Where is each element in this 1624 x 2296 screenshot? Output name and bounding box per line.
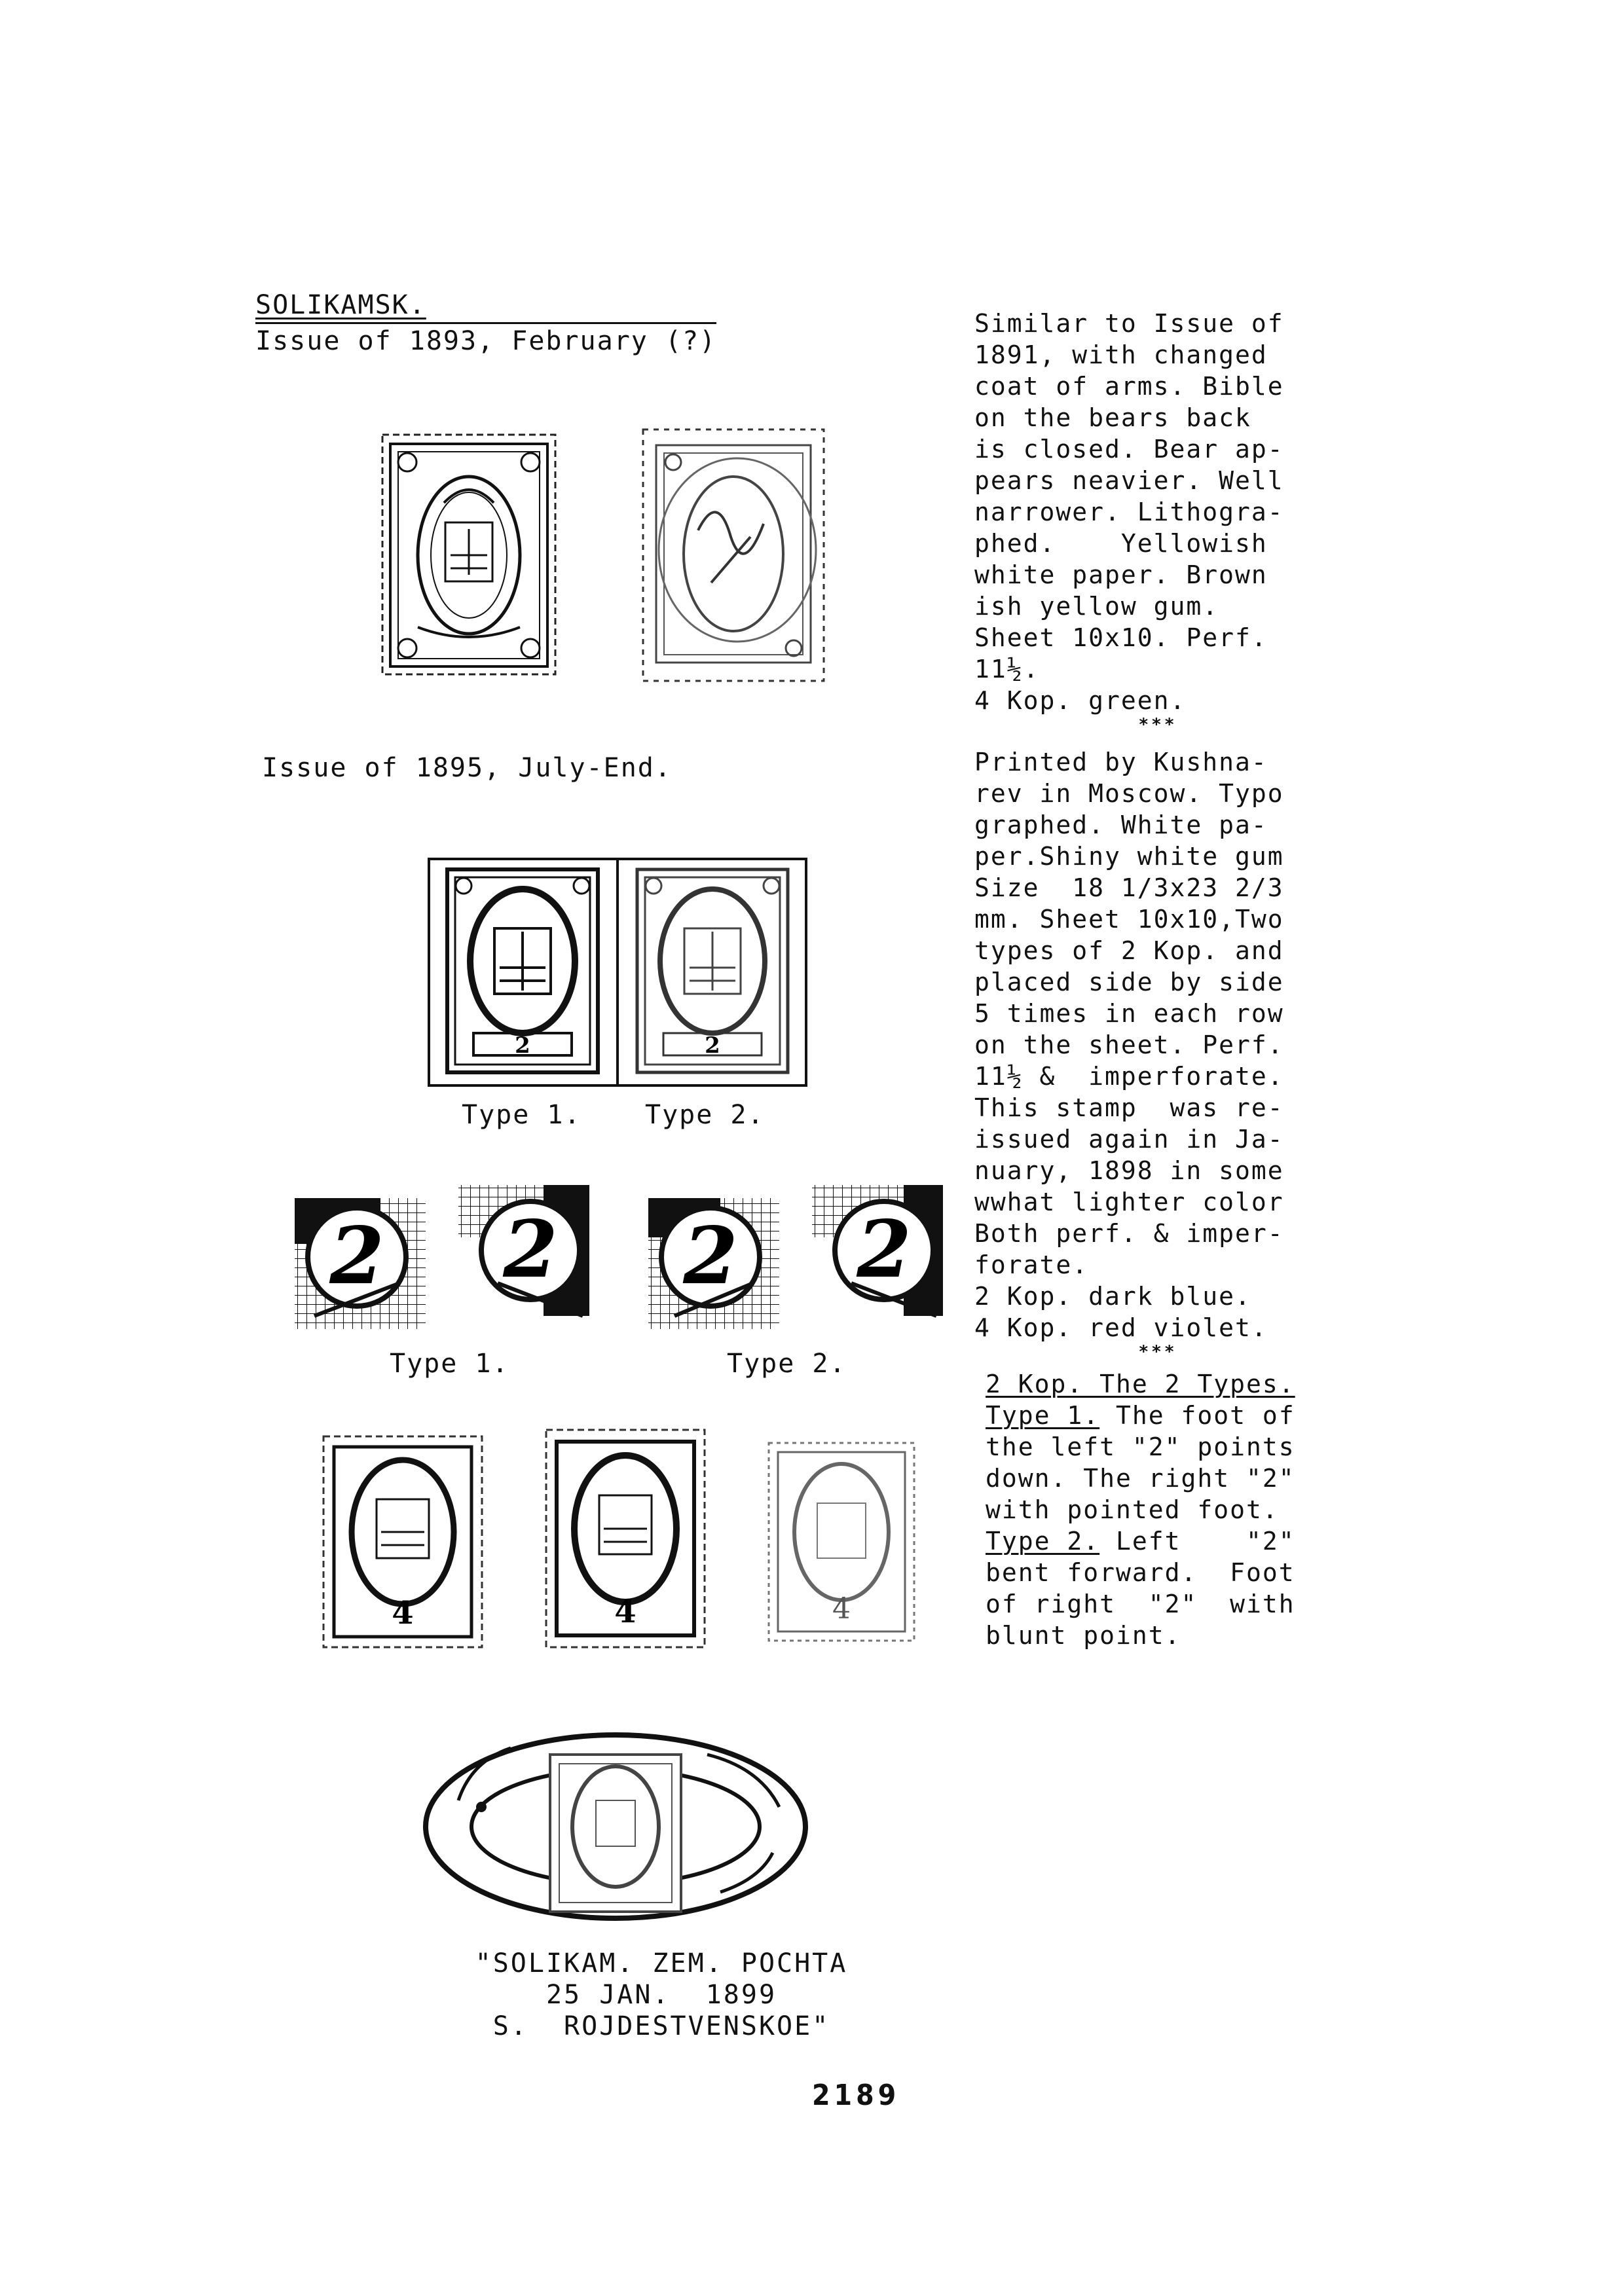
page-heading xyxy=(255,288,716,358)
text-line: 1891, with changed xyxy=(974,340,1268,369)
text-line: issued again in Ja- xyxy=(974,1125,1284,1154)
stamp-1893-used xyxy=(639,426,829,687)
text-line: 4 Kop. red violet. xyxy=(974,1313,1268,1342)
svg-text:4: 4 xyxy=(392,1595,414,1631)
text-line: ish yellow gum. xyxy=(974,592,1219,621)
numeral-detail-type2-right xyxy=(805,1178,956,1329)
text-line: down. The right "2" xyxy=(986,1464,1295,1493)
text-line: Both perf. & imper- xyxy=(974,1219,1284,1248)
text-line: pears neavier. Well xyxy=(974,466,1284,495)
postmark-caption xyxy=(419,1948,904,2042)
text-line: 11½ & imperforate. xyxy=(974,1062,1284,1091)
text-line: mm. Sheet 10x10,Two xyxy=(974,905,1284,934)
separator-stars: *** xyxy=(1138,715,1177,735)
stamp-type1 xyxy=(447,869,598,1072)
svg-text:2: 2 xyxy=(683,1210,738,1302)
text-line: Size 18 1/3x23 2/3 xyxy=(974,873,1284,902)
text-line: 11½. xyxy=(974,655,1040,683)
type1-label-detail: Type 1. xyxy=(390,1349,509,1379)
stamp-type2 xyxy=(637,869,788,1072)
text-line: types of 2 Kop. and xyxy=(974,936,1284,965)
type1-heading: Type 1. xyxy=(986,1401,1100,1430)
text-line: the left "2" points xyxy=(986,1432,1295,1461)
svg-text:2: 2 xyxy=(329,1210,384,1302)
issue-1893-heading: Issue of 1893, February (?) xyxy=(255,322,716,358)
type1-label-pair: Type 1. xyxy=(462,1100,581,1130)
type1-text: The foot of xyxy=(1099,1401,1295,1430)
svg-text:2: 2 xyxy=(857,1203,912,1296)
description-1895 xyxy=(974,746,1341,1364)
text-line: per.Shiny white gum xyxy=(974,842,1284,871)
text-line: is closed. Bear ap- xyxy=(974,435,1284,464)
text-line: nuary, 1898 in some xyxy=(974,1156,1284,1185)
text-line: white paper. Brown xyxy=(974,560,1268,589)
type2-label-detail: Type 2. xyxy=(727,1349,847,1379)
type2-text: Left "2" xyxy=(1099,1527,1295,1556)
text-line: graphed. White pa- xyxy=(974,811,1268,839)
stamp-1893-mint xyxy=(378,431,559,680)
text-line: 2 Kop. dark blue. xyxy=(974,1282,1251,1311)
text-line: bent forward. Foot xyxy=(986,1558,1295,1587)
stamp-4kop-c xyxy=(766,1440,917,1643)
page-number: 2189 xyxy=(812,2079,900,2112)
text-line: narrower. Lithogra- xyxy=(974,498,1284,526)
text-line: of right "2" with xyxy=(986,1590,1295,1618)
svg-text:2: 2 xyxy=(705,1032,720,1059)
numeral-detail-type1-left xyxy=(288,1185,439,1336)
issue-1895-heading: Issue of 1895, July-End. xyxy=(262,753,672,783)
text-line: forate. xyxy=(974,1250,1089,1279)
types-heading: 2 Kop. The 2 Types. xyxy=(986,1370,1295,1398)
svg-text:2: 2 xyxy=(515,1032,530,1059)
text-line: rev in Moscow. Typo xyxy=(974,779,1284,808)
svg-text:2: 2 xyxy=(503,1203,558,1296)
svg-text:4: 4 xyxy=(614,1594,637,1630)
text-line: This stamp was re- xyxy=(974,1093,1284,1122)
stamp-4kop-a xyxy=(321,1434,485,1650)
text-line: Printed by Kushna- xyxy=(974,748,1268,776)
text-line: with pointed foot. xyxy=(986,1495,1279,1524)
type2-heading: Type 2. xyxy=(986,1527,1100,1556)
postmark-caption-line3: S. ROJDESTVENSKOE" xyxy=(492,2011,830,2041)
text-line: wwhat lighter color xyxy=(974,1188,1284,1216)
postmark-stamp xyxy=(419,1728,812,1925)
page-title: SOLIKAMSK. xyxy=(255,290,426,320)
text-line: on the bears back xyxy=(974,403,1251,432)
text-line: Similar to Issue of xyxy=(974,309,1284,338)
text-line: phed. Yellowish xyxy=(974,529,1268,558)
numeral-detail-type1-right xyxy=(452,1178,602,1329)
type2-label-pair: Type 2. xyxy=(645,1100,765,1130)
text-line: 4 Kop. green. xyxy=(974,686,1187,715)
postmark-caption-line2: 25 JAN. 1899 xyxy=(545,1980,777,2010)
text-line: placed side by side xyxy=(974,968,1284,996)
stamp-pair-type1-type2 xyxy=(428,858,807,1087)
text-line: Sheet 10x10. Perf. xyxy=(974,623,1268,652)
svg-text:4: 4 xyxy=(832,1592,851,1626)
text-line: blunt point. xyxy=(986,1621,1181,1650)
separator-stars: *** xyxy=(1138,1342,1177,1362)
text-line: 5 times in each row xyxy=(974,999,1284,1028)
numeral-detail-type2-left xyxy=(642,1185,792,1336)
stamp-4kop-b xyxy=(544,1427,707,1650)
text-line: on the sheet. Perf. xyxy=(974,1030,1284,1059)
text-line: coat of arms. Bible xyxy=(974,372,1284,401)
description-1893 xyxy=(974,308,1341,737)
types-description xyxy=(986,1368,1352,1651)
postmark-caption-line1: "SOLIKAM. ZEM. POCHTA xyxy=(475,1948,848,1978)
